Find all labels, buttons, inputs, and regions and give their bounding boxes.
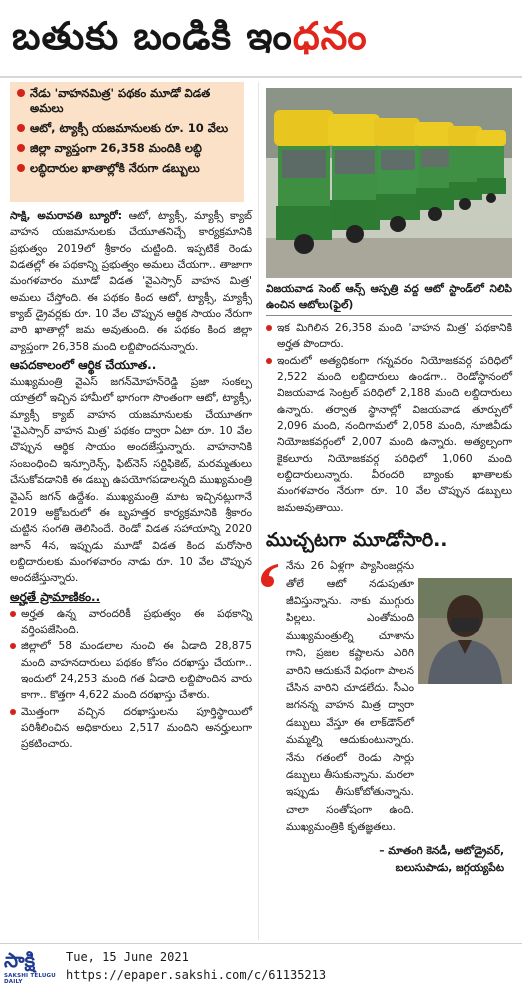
driver-portrait [418, 578, 512, 684]
lead-paragraph [10, 208, 252, 355]
headline-accent: ధనం [292, 14, 368, 58]
testimonial-quote: నేను 26 ఏళ్లగా ప్యాసింజర్లను తోలే ఆటో నడుపుతూ జీవిస్తున్నాను. నాకు ముగ్గురు పిల్లలు. ఎంతోమంది ముఖ్యమంత్రుల్ని చూశాను గాని, ప్రజల కష్టాలను ఎరిగి వారిని ఆదుకునే విధంగా పాలన చేసిన వారిని చూడలేదు. సీఎం జగనన్న వాహన మిత్ర ద్వారా డబ్బులు వేస్తూ ఈ లాక్‌డౌన్‌లో మమ్మల్ని ఆదుకుంటున్నారు. నేను గతంలో రెండు సార్లు డబ్బులు తీసుకున్నాను. మరలా ఇప్పుడు తీసుకోబోతున్నాను. చాలా సంతోషంగా ఉంది. ముఖ్యమంత్రికి కృతజ్ఞతలు. [286, 560, 414, 834]
eligibility-bullet: జిల్లాలో 58 మండలాల నుంచి ఈ ఏడాది 28,875 మంది వాహనదారులు పథకం కోసం దరఖాస్తు చేయగా.. ఇందులో 24,253 మంది గత ఏడాది లబ్దిపొందిన వారు కాగా.. కొత్తగా 4,622 మంది దరఖాస్తు చేశారు. [10, 638, 252, 703]
bullet-dot-icon [17, 124, 25, 132]
quote-mark-icon [258, 562, 280, 588]
testimonial-signoff [266, 843, 512, 877]
subheading-eligibility: అర్హతే ప్రామాణికం.. [10, 589, 101, 604]
bullet-dot-icon [17, 164, 25, 172]
left-column [10, 208, 252, 753]
financial-help-paragraph: ముఖ్యమంత్రి వైఎస్‌ జగన్‌మోహన్‌రెడ్డి ప్రజా సంకల్ప యాత్రలో ఇచ్చిన హామీలో భాగంగా సొంతంగా ఆటో, ట్యాక్సీ, మ్యాక్సీ క్యాబ్‌ వాహన యజమానులకు చేయూతగా 'వైఎస్సార్‌ వాహన మిత్ర' పథకం ద్వారా ఏటా రూ. 10 వేల చొప్పున ఆర్థిక సాయం అందజేస్తున్నారు. వాహనానికి సంబంధించి ఇన్సూరెన్స్‌, ఫిట్‌నెస్‌ సర్టిఫికెట్‌, మరమ్మతులు చేసుకోవడానికి ఈ డబ్బు ఉపయోగపడాలన్నది ముఖ్యమంత్రి వైఎస్‌ జగన్‌ ఉద్దేశం. ముఖ్యమంత్రి మాట ఇచ్చినట్లుగానే 2019 అక్టోబరులో ఈ బృహత్తర కార్యక్రమానికి శ్రీకారం చుట్టిన సంగతి తెలిసిందే. రెండో విడత సహాయాన్ని 2020 జూన్‌ 4న, ఇప్పుడు మూడో విడత కింద మరోసారి లబ్దిదారులకు మంగళవారం నాడు రూ. 10 వేల చొప్పున అందజేస్తున్నారు. [10, 376, 252, 585]
footer-meta [66, 948, 326, 984]
headline-rule [0, 76, 522, 78]
headline-main: బతుకు బండికి ఇం [12, 14, 293, 58]
bullet-dot-icon [266, 325, 272, 331]
bullet-dot-icon [10, 709, 16, 715]
logo-tagline: SAKSHI TELUGU DAILY [4, 973, 56, 985]
epaper-link[interactable]: https://epaper.sakshi.com/c/61135213 [66, 968, 327, 982]
photo-caption: విజయవాడ సెంట్‌ ఆన్స్‌ ఆస్పత్రి వద్ద ఆటో స్టాండ్‌లో నిలిపి ఉంచిన ఆటోలు(ఫైల్‌) [266, 283, 512, 311]
dateline: సాక్షి, అమరావతి బ్యూరో: [10, 210, 122, 222]
publication-date: Tue, 15 June 2021 [66, 950, 189, 964]
highlight-item: లబ్ధిదారుల ఖాతాల్లోకి నేరుగా డబ్బులు [16, 161, 238, 176]
bullet-dot-icon [10, 643, 16, 649]
column-divider [258, 82, 259, 940]
eligibility-bullet: అర్హత ఉన్న వారందరికీ ప్రభుత్వం ఈ పథకాన్ని వర్తింపజేసింది. [10, 606, 252, 639]
driver-photo-image [418, 578, 512, 684]
testimonial-block [266, 558, 512, 837]
bullet-dot-icon [17, 144, 25, 152]
autos-photo [266, 88, 512, 278]
bullet-dot-icon [266, 358, 272, 364]
eligibility-bullet: మొత్తంగా వచ్చిన దరఖాస్తులను పూర్తిస్థాయిలో పరిశీలించిన అధికారులు 2,517 మందిని అనర్హులుగా ప్రకటించారు. [10, 704, 252, 753]
bullet-dot-icon [17, 89, 25, 97]
right-column [266, 88, 512, 877]
bullet-dot-icon [10, 611, 16, 617]
lead-body: ఆటో, ట్యాక్సీ, మ్యాక్సీ క్యాబ్‌ వాహన యజమానులకు చేయూతనిచ్చే కార్యక్రమానికి ప్రభుత్వం 2019లో శ్రీకారం చుట్టింది. ఇప్పటికే రెండు విడతల్లో ఈ పథకాన్ని ప్రభుత్వం అమలు చేయగా.. తాజాగా మంగళవారం మూడో విడత 'వైఎస్సార్‌ వాహన మిత్ర' అమలు చేస్తోంది. ఈ పథకం కింద ఆటో, ట్యాక్సీ, మ్యాక్సీ క్యాబ్‌ డ్రైవర్లకు రూ. 10 వేల చొప్పున ఆర్థిక సాయం నేరుగా వారి ఖాతాల్లో జమ అవుతుంది. ఈ పథకం కింద జిల్లా వ్యాప్తంగా 26,358 మంది లబ్దిపొందనున్నారు. [10, 210, 252, 353]
headline [0, 0, 522, 82]
beneficiary-bullet: ఇక మిగిలిన 26,358 మంది 'వాహన మిత్ర' పథకానికి అర్హత పొందారు. [266, 320, 512, 353]
highlight-item: ఆటో, ట్యాక్సీ యజమానులకు రూ. 10 వేలు [16, 121, 238, 136]
logo-wordmark: సాక్షి [4, 948, 36, 972]
testimonial-title: ముచ్చటగా మూడోసారి.. [266, 529, 448, 552]
highlights-box [10, 82, 244, 202]
footer [0, 943, 522, 989]
highlight-item: జిల్లా వ్యాప్తంగా 26,358 మందికి లబ్ధి [16, 141, 238, 156]
signoff-name: – మాతంగి కెనడీ, ఆటోడ్రైవర్‌, [379, 844, 504, 857]
caption-rule [266, 315, 512, 316]
highlight-item: నేడు 'వాహనమిత్ర' పథకం మూడో విడత అమలు [16, 86, 238, 116]
auto-rickshaws-image [266, 88, 512, 278]
beneficiary-bullet: ఇందులో అత్యధికంగా గన్నవరం నియోజకవర్గ పరిధిలో 2,522 మంది లబ్దిదారులు ఉండగా.. రెండోస్థానంలో విజయవాడ సెంట్రల్‌ పరిధిలో 2,188 మంది లబ్దిదారులు ఉన్నారు. తర్వాత స్థానాల్లో విజయవాడ తూర్పులో 2,096 మంది, నందిగామలో 2,058 మంది, నూజివీడు నియోజకవర్గంలో 2,007 మంది ఉన్నారు. అత్యల్పంగా కైకలూరు నియోజకవర్గ పరిధిలో 1,060 మంది లబ్దిదారులున్నారు. వీరందరి బ్యాంకు ఖాతాలకు మంగళవారం నేరుగా రూ. 10 వేల చొప్పున డబ్బులు జమఅవుతాయి. [266, 353, 512, 516]
signoff-place: బలుసుపాడు, జగ్గయ్యపేట [395, 861, 504, 874]
sakshi-logo [4, 947, 56, 987]
subheading-financial-help: ఆపదకాలంలో ఆర్థిక చేయూత.. [10, 358, 157, 373]
